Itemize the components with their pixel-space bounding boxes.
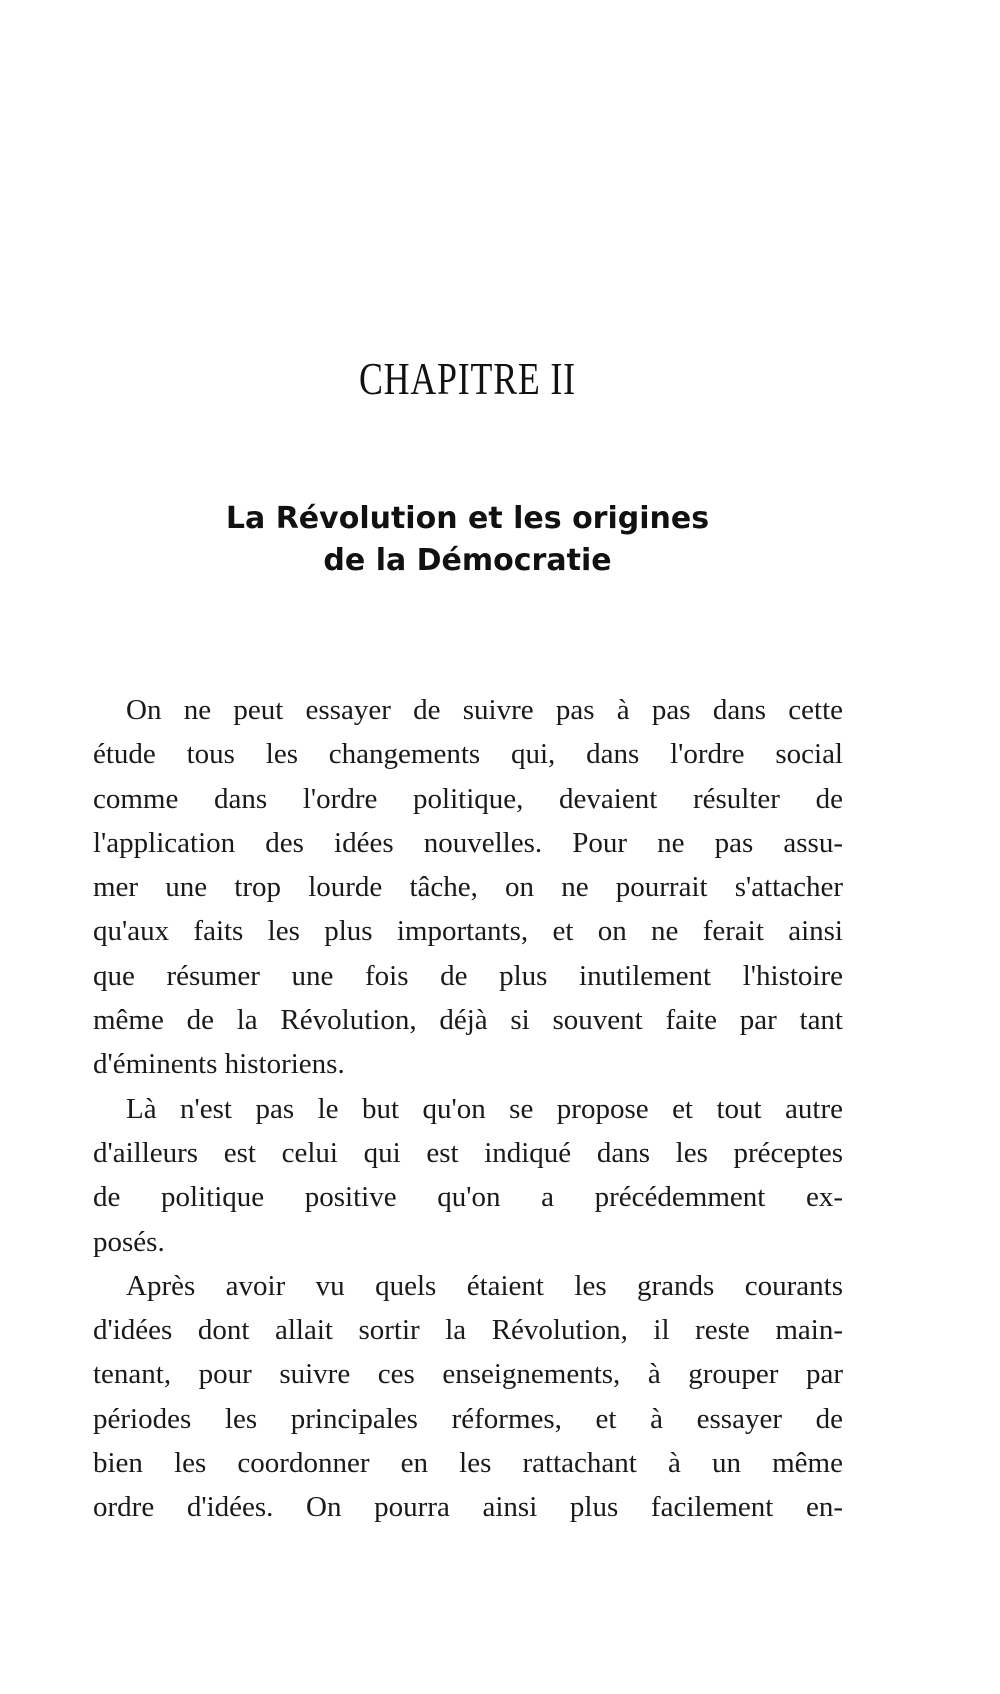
text-line: que résumer une fois de plus inutilement l'histoire (93, 959, 843, 992)
text-line: l'application des idées nouvelles. Pour ne pas assu- (93, 826, 843, 859)
text-line: Après avoir vu quels étaient les grands courants (126, 1269, 843, 1302)
text-line: bien les coordonner en les rattachant à un même (93, 1447, 843, 1480)
text-line: On ne peut essayer de suivre pas à pas dans cette (126, 694, 843, 726)
text-line: d'idées dont allait sortir la Révolution, il reste main- (93, 1314, 843, 1347)
subtitle-line: de la Démocratie (323, 543, 612, 578)
text-line: comme dans l'ordre politique, devaient résulter de (93, 782, 843, 815)
body-text (93, 688, 843, 1530)
text-line: ordre d'idées. On pourra ainsi plus facilement en- (93, 1491, 843, 1524)
chapter-title: CHAPITRE II (358, 353, 576, 404)
text-line: qu'aux faits les plus importants, et on ne ferait ainsi (93, 915, 843, 948)
text-line: Là n'est pas le but qu'on se propose et tout autre (126, 1092, 843, 1125)
text-line: de politique positive qu'on a précédemment ex- (93, 1181, 843, 1214)
text-line: d'éminents historiens. (93, 1048, 345, 1081)
text-line: d'ailleurs est celui qui est indiqué dans les préceptes (93, 1136, 843, 1169)
text-line: étude tous les changements qui, dans l'ordre social (93, 738, 843, 771)
text-line: périodes les principales réformes, et à essayer de (93, 1402, 843, 1435)
text-line: mer une trop lourde tâche, on ne pourrait s'attacher (93, 871, 843, 904)
chapter-subtitle (0, 498, 935, 582)
text-line: posés. (93, 1225, 165, 1258)
text-line: même de la Révolution, déjà si souvent faite par tant (93, 1004, 843, 1037)
text-line: tenant, pour suivre ces enseignements, à grouper par (93, 1358, 843, 1391)
subtitle-line: La Révolution et les origines (225, 501, 710, 536)
